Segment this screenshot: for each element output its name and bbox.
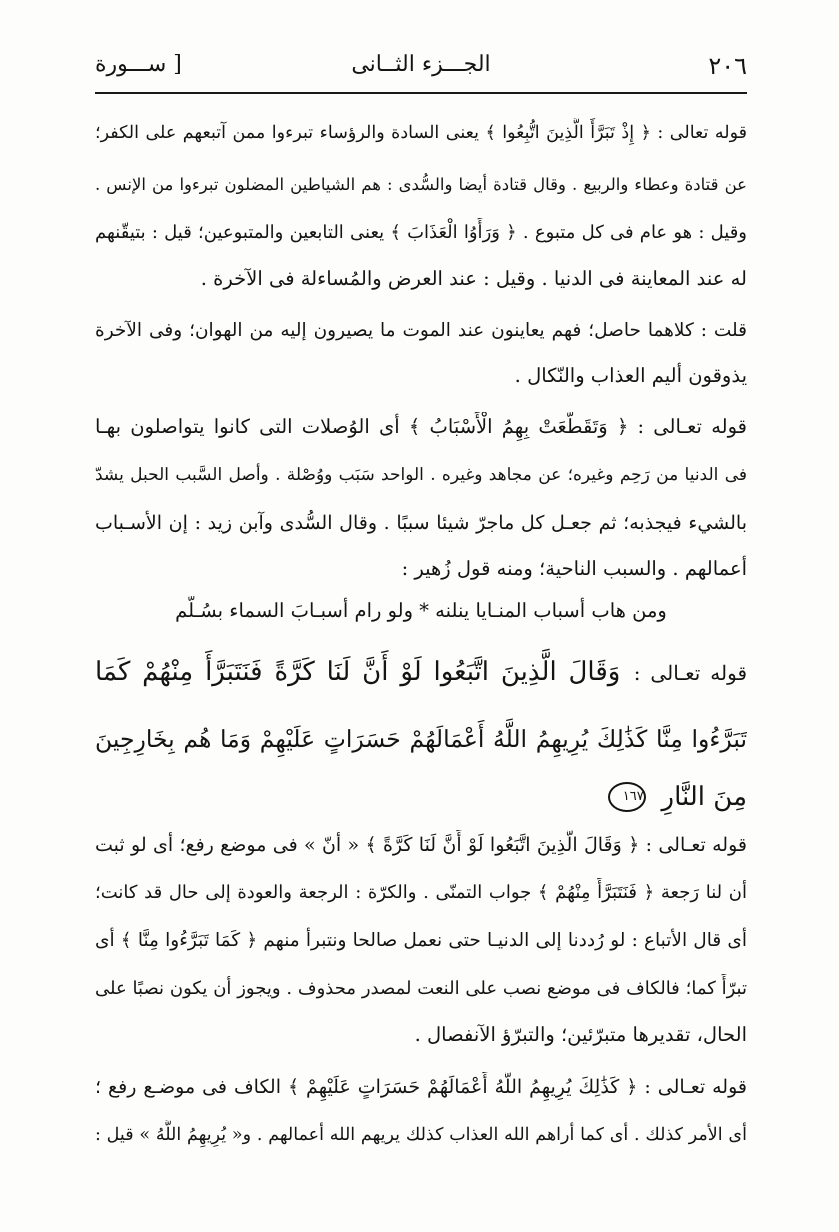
ayah-number-marker: ١٦٧ — [608, 782, 646, 812]
text-line: قوله تعالى : ﴿ إِذْ تَبَرَّأَ الَّذِينَ اتُّبِعُوا ﴾ يعنى السادة والرؤساء تبرءوا ممن آتبعهم على الكفر؛ — [95, 123, 747, 143]
poetry-line: ومن هاب أسباب المنـايا ينلنه * ولو رام أسبـابَ السماء بسُـلّم — [175, 599, 667, 622]
verse-text: مِنَ النَّارِ — [661, 782, 747, 812]
text-line: أى الأمر كذلك . أى كما أراهم الله العذاب كذلك يريهم الله أعمالهم . و« يُرِيهِمُ اللَّهُ » قيل : — [95, 1125, 747, 1145]
quran-verse-line — [95, 712, 747, 772]
verse-text: تَبَرَّءُوا مِنَّا كَذَٰلِكَ يُرِيهِمُ اللَّهُ أَعْمَالَهُمْ حَسَرَاتٍ عَلَيْهِمْ وَمَا هُم بِخَارِجِينَ — [95, 725, 747, 753]
text-line: فى الدنيا من رَحِم وغيره؛ عن مجاهد وغيره . الواحد سَبَب ووُصْلة . وأصل السَّبب الحبل يشدّ — [95, 465, 747, 485]
running-title-part: الجـــزء الثــانى — [351, 52, 491, 77]
text-line: قلت : كلاهما حاصل؛ فهم يعاينون عند الموت ما يصيرون إليه من الهوان؛ وفى الآخرة — [95, 320, 747, 341]
running-title-surah: [ ســـورة — [95, 52, 182, 77]
text-line: بالشيء فيجذبه؛ ثم جعـل كل ماجرّ شيئا سببًا . وقال السُّدى وآبن زيد : إن الأسـباب — [95, 512, 747, 534]
text-line: وقيل : هو عام فى كل متبوع . ﴿ وَرَأَوُا الْعَذَابَ ﴾ يعنى التابعين والمتبوعين؛ قيل : بتيقّنهم — [95, 222, 747, 243]
verse-text: وَقَالَ الَّذِينَ اتَّبَعُوا لَوْ أَنَّ لَنَا كَرَّةً فَنَتَبَرَّأَ مِنْهُمْ كَمَا — [95, 657, 621, 687]
text-line: له عند المعاينة فى الدنيا . وقيل : عند العرض والمُساءلة فى الآخرة . — [200, 267, 747, 290]
text-line: تبرّأً كما؛ فالكاف فى موضع نصب على النعت لمصدر محذوف . ويجوز أن يكون نصبًا على — [95, 978, 747, 999]
page-header — [95, 42, 747, 94]
text-line: قوله تعـالى : ﴿ وَقَالَ الَّذِينَ اتَّبَعُوا لَوْ أَنَّ لَنَا كَرَّةً ﴾ « أنّ » فى موضع رفع؛ أى لو ثبت — [95, 834, 747, 856]
text-line: يذوقون أليم العذاب والنّكال . — [514, 364, 747, 387]
text-line: الحال، تقديرها متبرّئين؛ والتبرّؤ الآنفصال . — [414, 1023, 747, 1046]
text-line: قوله تعـالى : ﴿ كَذَٰلِكَ يُرِيهِمُ اللَّهُ أَعْمَالَهُمْ حَسَرَاتٍ عَلَيْهِمْ ﴾ الكاف فى موضـع رفع ؛ — [95, 1076, 747, 1098]
page-number: ٢٠٦ — [708, 52, 747, 80]
text-line: أعمالهم . والسبب الناحية؛ ومنه قول زُهير : — [401, 557, 747, 580]
quran-verse-line — [95, 645, 747, 705]
quran-verse-line — [95, 770, 747, 830]
text-line: قوله تعـالى : ﴿ وَتَقَطَّعَتْ بِهِمُ الْأَسْبَابُ ﴾ أى الوُصلات التى كانوا يتواصلون بهـا — [95, 415, 747, 438]
text-line: أن لنا رَجعة ﴿ فَنَتَبَرَّأَ مِنْهُمْ ﴾ جواب التمنّى . والكرّة : الرجعة والعودة إلى حال قد كانت؛ — [95, 882, 747, 903]
text-line: أى قال الأتباع : لو رُددنا إلى الدنيـا حتى نعمل صالحا ونتبرأ منهم ﴿ كَمَا تَبَرَّءُوا مِنَّا ﴾ أى — [95, 930, 747, 951]
text-line: عن قتادة وعطاء والربيع . وقال قتادة أيضا والسُّدى : هم الشياطين المضلون تبرءوا من الإنس . — [95, 175, 747, 194]
verse-intro: قوله تعـالى : — [633, 661, 747, 685]
